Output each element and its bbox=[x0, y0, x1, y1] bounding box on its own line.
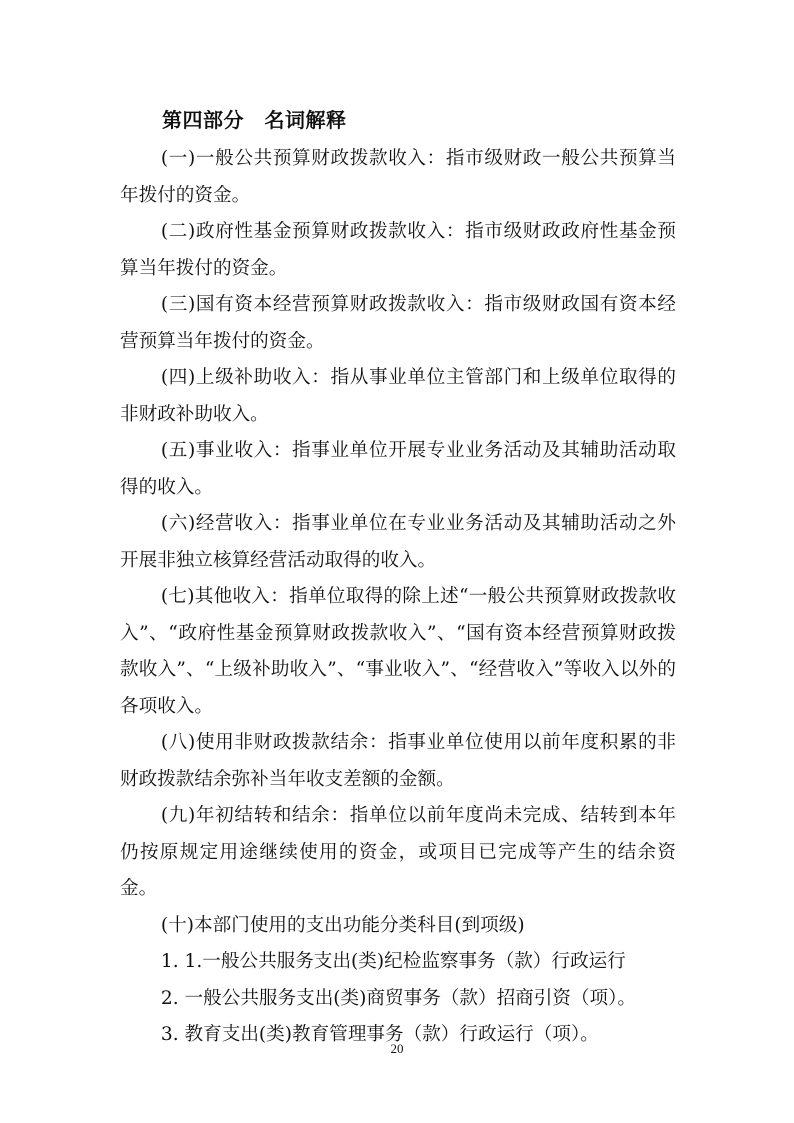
list-item: 2. 一般公共服务支出(类)商贸事务（款）招商引资（项）。 bbox=[160, 987, 637, 1009]
paragraph-business-income: (五)事业收入：指事业单位开展专业业务活动及其辅助活动取得的收入。 bbox=[120, 440, 676, 498]
paragraph-other-income: (七)其他收入：指单位取得的除上述“一般公共预算财政拨款收入”、“政府性基金预算财政拨款收入”、“国有资本经营预算财政拨款收入”、“上级补助收入”、“事业收入”、“经营收入”等收入以外的各项收入。 bbox=[120, 586, 676, 717]
paragraph-superior-subsidy-income: (四)上级补助收入：指从事业单位主管部门和上级单位取得的非财政补助收入。 bbox=[120, 367, 676, 425]
paragraph-expenditure-subjects: (十)本部门使用的支出功能分类科目(到项级) bbox=[160, 914, 525, 936]
page-number: 20 bbox=[390, 1041, 404, 1056]
paragraph-general-budget-income: (一)一般公共预算财政拨款收入：指市级财政一般公共预算当年拨付的资金。 bbox=[120, 148, 676, 206]
paragraph-carryover-surplus: (九)年初结转和结余：指单位以前年度尚未完成、结转到本年仍按原规定用途继续使用的资金，或项目已完成等产生的结余资金。 bbox=[120, 805, 676, 899]
paragraph-state-capital-income: (三)国有资本经营预算财政拨款收入：指市级财政国有资本经营预算当年拨付的资金。 bbox=[120, 294, 676, 352]
section-heading: 第四部分 名词解释 bbox=[162, 108, 347, 132]
paragraph-operating-income: (六)经营收入：指事业单位在专业业务活动及其辅助活动之外开展非独立核算经营活动取得的收入。 bbox=[120, 513, 676, 571]
list-item: 1. 1.一般公共服务支出(类)纪检监察事务（款）行政运行 bbox=[160, 951, 626, 972]
list-item: 3. 教育支出(类)教育管理事务（款）行政运行（项）。 bbox=[160, 1024, 599, 1045]
document-body bbox=[120, 141, 676, 1054]
paragraph-government-fund-income: (二)政府性基金预算财政拨款收入：指市级财政政府性基金预算当年拨付的资金。 bbox=[120, 221, 676, 279]
paragraph-non-fiscal-surplus: (八)使用非财政拨款结余：指事业单位使用以前年度积累的非财政拨款结余弥补当年收支差额的金额。 bbox=[120, 732, 676, 790]
